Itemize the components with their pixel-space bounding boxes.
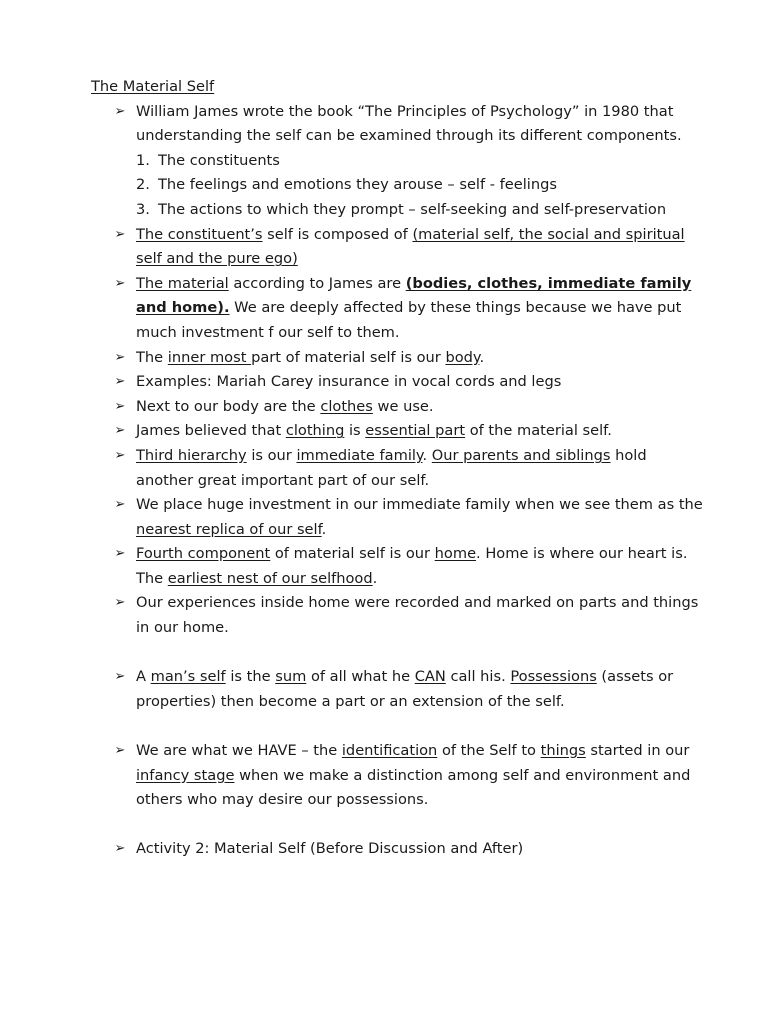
underlined-text: clothing bbox=[285, 422, 345, 440]
bullet-text: is our bbox=[246, 446, 297, 464]
bold-underlined-text: (bodies, clothes, immediate family and home). bbox=[136, 274, 692, 317]
bullet-list bbox=[91, 100, 708, 862]
bullet-text: of all what he bbox=[306, 668, 415, 686]
arrow-bullet-icon: ➢ bbox=[114, 743, 126, 759]
arrow-bullet-icon: ➢ bbox=[114, 103, 126, 119]
bullet-text: according to James are bbox=[228, 274, 406, 292]
underlined-text: body bbox=[445, 348, 480, 366]
bullet-text: A bbox=[136, 668, 151, 686]
list-item bbox=[91, 272, 708, 346]
bullet-text: call his. bbox=[445, 668, 511, 686]
underlined-text: immediate family bbox=[296, 446, 423, 464]
bullet-text: William James wrote the book “The Principles of Psychology” in 1980 that understanding the self can be examined through its different components. bbox=[136, 102, 682, 145]
list-item bbox=[91, 346, 708, 371]
underlined-text: essential part bbox=[365, 422, 466, 440]
numbered-item bbox=[136, 173, 708, 198]
list-item bbox=[91, 493, 708, 542]
arrow-bullet-icon: ➢ bbox=[114, 423, 126, 439]
underlined-text: Fourth component bbox=[136, 545, 271, 563]
bullet-text: Activity 2: Material Self (Before Discussion and After) bbox=[136, 840, 524, 858]
bullet-text: Examples: Mariah Carey insurance in vocal cords and legs bbox=[136, 373, 562, 391]
arrow-bullet-icon: ➢ bbox=[114, 349, 126, 365]
bullet-text: . bbox=[479, 348, 485, 366]
underlined-text: things bbox=[540, 742, 586, 760]
bullet-text: of the Self to bbox=[437, 742, 541, 760]
underlined-text: home bbox=[434, 545, 477, 563]
list-item bbox=[91, 542, 708, 591]
bullet-text: James believed that bbox=[136, 422, 286, 440]
list-item bbox=[91, 665, 708, 714]
bullet-text: . bbox=[372, 569, 378, 587]
underlined-text: sum bbox=[275, 668, 307, 686]
underlined-text: The constituent’s bbox=[136, 225, 263, 243]
list-item bbox=[91, 591, 708, 640]
bullet-text: of the material self. bbox=[465, 422, 612, 440]
bullet-text: (assets or properties) then become a part or an extension of the self. bbox=[136, 668, 674, 710]
item-number: 2. bbox=[136, 176, 150, 194]
underlined-text: Possessions bbox=[510, 668, 597, 686]
arrow-bullet-icon: ➢ bbox=[114, 841, 126, 857]
bullet-text: hold another great important part of our self. bbox=[136, 446, 647, 489]
arrow-bullet-icon: ➢ bbox=[114, 546, 126, 562]
bullet-text: . Home is where our heart is. The bbox=[136, 545, 688, 587]
bullet-text: is the bbox=[225, 668, 276, 686]
list-item bbox=[91, 739, 708, 813]
underlined-text: Our parents and siblings bbox=[431, 446, 611, 464]
numbered-item bbox=[136, 149, 708, 174]
list-item bbox=[91, 444, 708, 493]
numbered-list bbox=[136, 149, 708, 223]
arrow-bullet-icon: ➢ bbox=[114, 226, 126, 242]
bullet-text: of material self is our bbox=[270, 545, 435, 563]
underlined-text: man’s self bbox=[150, 668, 226, 686]
bullet-text: when we make a distinction among self and environment and others who may desire our possessions. bbox=[136, 766, 691, 809]
bullet-text: part of material self is our bbox=[251, 348, 446, 366]
item-text: The constituents bbox=[158, 151, 280, 169]
bullet-text: is bbox=[344, 422, 366, 440]
arrow-bullet-icon: ➢ bbox=[114, 275, 126, 291]
underlined-text: inner most bbox=[167, 348, 252, 366]
page-title: The Material Self bbox=[91, 78, 215, 95]
underlined-text: (material self, the social and spiritual self and the pure ego) bbox=[136, 225, 685, 268]
list-item bbox=[91, 223, 708, 272]
arrow-bullet-icon: ➢ bbox=[114, 497, 126, 513]
underlined-text: earliest nest of our selfhood bbox=[167, 569, 373, 587]
bullet-text: Our experiences inside home were recorded and marked on parts and things in our home. bbox=[136, 594, 699, 637]
underlined-text: nearest replica of our self bbox=[136, 520, 322, 538]
list-item bbox=[91, 370, 708, 395]
bullet-text: started in our bbox=[585, 742, 690, 760]
numbered-item bbox=[136, 198, 708, 223]
underlined-text: infancy stage bbox=[136, 766, 235, 784]
underlined-text: clothes bbox=[320, 397, 373, 415]
underlined-text: The material bbox=[136, 274, 229, 292]
arrow-bullet-icon: ➢ bbox=[114, 447, 126, 463]
bullet-text: We place huge investment in our immediate family when we see them as the bbox=[136, 496, 703, 514]
bullet-text: we use. bbox=[372, 397, 434, 415]
list-item bbox=[91, 100, 708, 223]
arrow-bullet-icon: ➢ bbox=[114, 374, 126, 390]
underlined-text: CAN bbox=[414, 668, 446, 686]
underlined-text: identification bbox=[341, 742, 438, 760]
bullet-text: We are deeply affected by these things because we have put much investment f our self to them. bbox=[136, 299, 682, 341]
arrow-bullet-icon: ➢ bbox=[114, 595, 126, 611]
arrow-bullet-icon: ➢ bbox=[114, 669, 126, 685]
bullet-text: . bbox=[321, 520, 327, 538]
underlined-text: Third hierarchy bbox=[136, 446, 247, 464]
list-item bbox=[91, 395, 708, 420]
bullet-text: Next to our body are the bbox=[136, 397, 321, 415]
list-item bbox=[91, 837, 708, 862]
bullet-text: . bbox=[422, 446, 432, 464]
bullet-text: We are what we HAVE – the bbox=[136, 742, 342, 760]
arrow-bullet-icon: ➢ bbox=[114, 398, 126, 414]
list-item bbox=[91, 419, 708, 444]
item-text: The actions to which they prompt – self-seeking and self-preservation bbox=[158, 200, 667, 218]
bullet-text: The bbox=[136, 348, 168, 366]
item-number: 3. bbox=[136, 200, 150, 218]
item-number: 1. bbox=[136, 151, 150, 169]
item-text: The feelings and emotions they arouse – self - feelings bbox=[158, 176, 557, 194]
bullet-text: self is composed of bbox=[262, 225, 413, 243]
